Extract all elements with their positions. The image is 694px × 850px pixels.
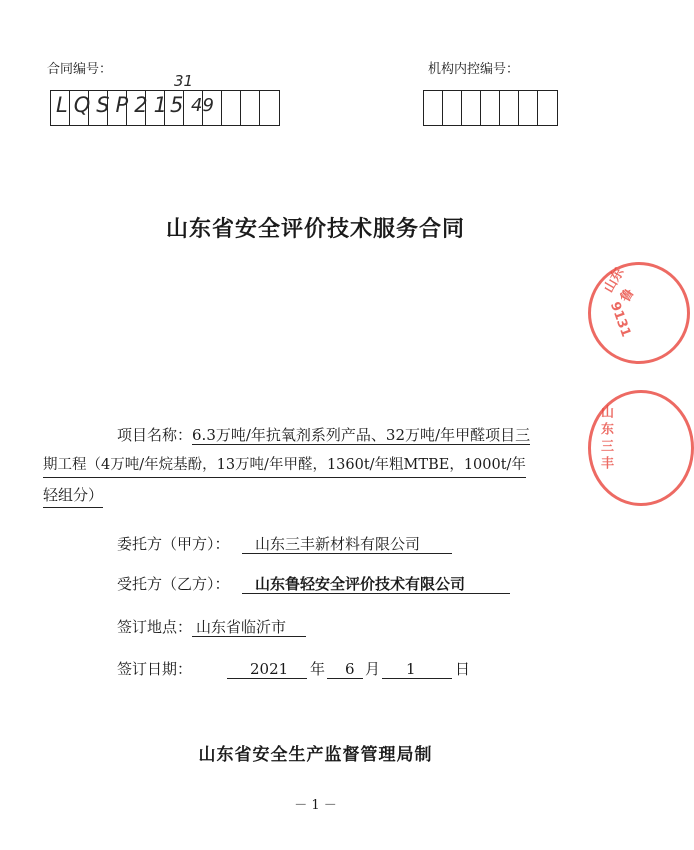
project-name-line3: 轻组分） [43,484,103,508]
digit-box [481,91,500,125]
project-name-line1: 6.3万吨/年抗氧剂系列产品、32万吨/年甲醛项目三 [192,426,531,444]
seal-text: 山东鲁 [601,265,638,305]
contractor-value[interactable]: 山东鲁轻安全评价技术有限公司 [255,575,466,593]
internal-control-number-label: 机构内控编号： [428,62,520,77]
client-seal-text: 山东三丰 [598,405,613,473]
handwritten-superscript: 31 [174,72,194,90]
digit-box [538,91,557,125]
location-value[interactable]: 山东省临沂市 [196,618,287,636]
date-month-unit: 月 [365,660,381,678]
digit-box [241,91,260,125]
contractor-label: 受托方（乙方）： [117,575,230,593]
document-title: 山东省安全评价技术服务合同 [165,216,465,242]
issuing-authority: 山东省安全生产监督管理局制 [198,745,433,765]
digit-box [222,91,241,125]
date-year[interactable]: 2021 [250,660,289,678]
client-value[interactable]: 山东三丰新材料有限公司 [255,535,421,553]
day-underline [382,678,452,679]
date-year-unit: 年 [310,660,326,678]
page-number: － 1 － [294,798,337,813]
project-name-line2: 期工程（4万吨/年烷基酚，13万吨/年甲醛，1360t/年粗MTBE，1000t/年 [43,454,526,478]
location-label: 签订地点： [117,618,193,636]
digit-box [424,91,443,125]
date-month[interactable]: 6 [345,660,355,678]
handwritten-contract-number-end: 49 [191,95,214,116]
date-day-unit: 日 [455,660,471,678]
digit-box [443,91,462,125]
seal-digits: 9131 [606,299,634,340]
contract-number-label: 合同编号： [47,62,113,77]
handwritten-contract-number-tail: 5 [170,93,184,117]
handwritten-contract-number: LQSP21 [56,93,173,117]
client-label: 委托方（甲方）： [117,535,230,553]
project-name-row [117,424,530,447]
digit-box [260,91,279,125]
project-name-label: 项目名称： [117,426,193,444]
digit-box [500,91,519,125]
digit-box [519,91,538,125]
date-day[interactable]: 1 [406,660,416,678]
internal-number-boxes[interactable] [423,90,558,126]
digit-box [462,91,481,125]
date-label: 签订日期： [117,660,193,678]
